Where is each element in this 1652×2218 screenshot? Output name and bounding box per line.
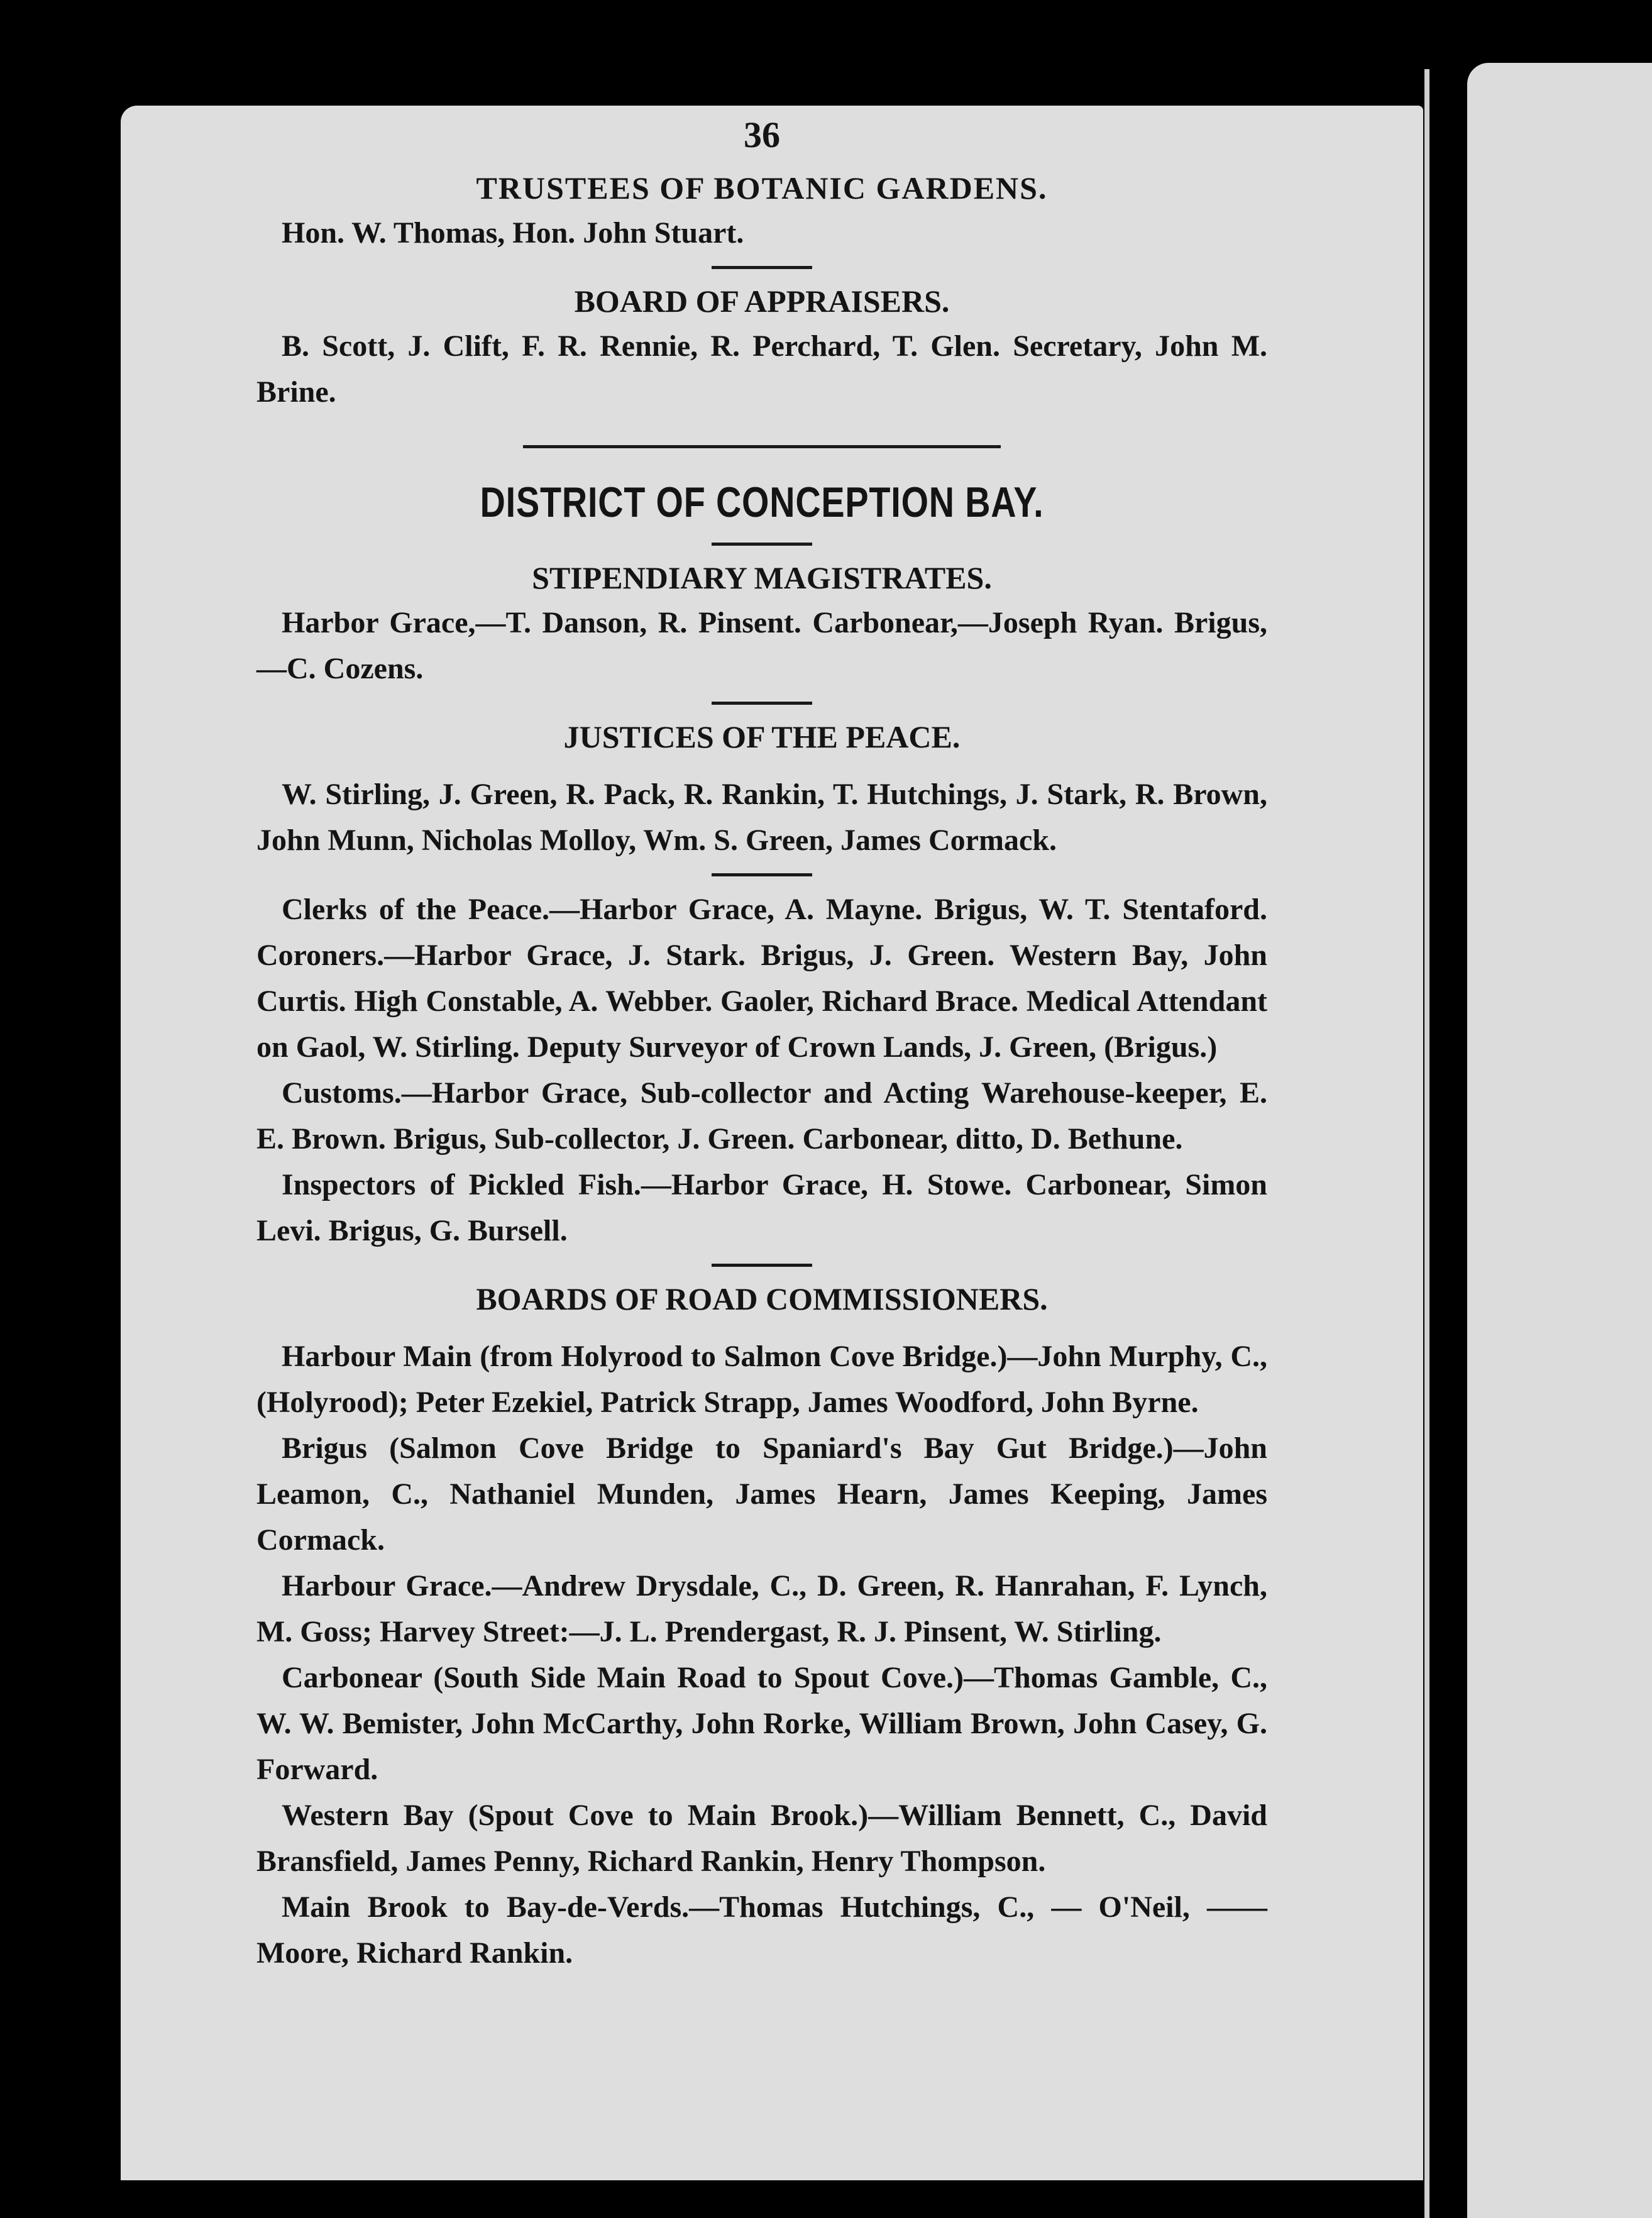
roads-entry: Brigus (Salmon Cove Bridge to Spaniard's Bay Gut Bridge.)—John Leamon, C., Nathaniel Munden, James Hearn, James Keeping, James Cormack. — [256, 1432, 1267, 1557]
facing-page-strip — [1467, 63, 1652, 2218]
roads-entry: Main Brook to Bay-de-Verds.—Thomas Hutchings, C., — O'Neil, —— Moore, Richard Rankin. — [256, 1890, 1267, 1970]
magistrates-heading: STIPENDIARY MAGISTRATES. — [532, 560, 992, 595]
page-number: 36 — [744, 114, 780, 155]
justices-heading: JUSTICES OF THE PEACE. — [563, 719, 961, 754]
appraisers-heading: BOARD OF APPRAISERS. — [574, 284, 950, 319]
botanic-heading: TRUSTEES OF BOTANIC GARDENS. — [476, 170, 1048, 206]
roads-entry: Carbonear (South Side Main Road to Spout Cove.)—Thomas Gamble, C., W. W. Bemister, John McCarthy, John Rorke, William Brown, John Casey, G. Forward. — [256, 1661, 1267, 1786]
appraisers-members: B. Scott, J. Clift, F. R. Rennie, R. Perchard, T. Glen. Secretary, John M. Brine. — [256, 329, 1267, 409]
inspectors-paragraph: Inspectors of Pickled Fish.—Harbor Grace, H. Stowe. Carbonear, Simon Levi. Brigus, G. Bursell. — [256, 1168, 1267, 1247]
roads-entry: Harbour Grace.—Andrew Drysdale, C., D. Green, R. Hanrahan, F. Lynch, M. Goss; Harvey Street:—J. L. Prendergast, R. J. Pinsent, W. Stirling. — [256, 1569, 1267, 1648]
page-edge — [1424, 69, 1429, 2218]
customs-paragraph: Customs.—Harbor Grace, Sub-collector and Acting Warehouse-keeper, E. E. Brown. Brigus, Sub-collector, J. Green. Carbonear, ditto, D. Bethune. — [256, 1076, 1267, 1156]
clerks-paragraph: Clerks of the Peace.—Harbor Grace, A. Mayne. Brigus, W. T. Stentaford. Coroners.—Harbor Grace, J. Stark. Brigus, J. Green. Western Bay, John Curtis. High Constable, A. Webber. Gaoler, Richard Brace. Medical Attendant on Gaol, W. Stirling. Deputy Surveyor of Crown Lands, J. Green, (Brigus.) — [256, 893, 1267, 1064]
roads-heading: BOARDS OF ROAD COMMISSIONERS. — [476, 1281, 1048, 1316]
divider — [712, 266, 812, 269]
roads-entry: Harbour Main (from Holyrood to Salmon Cove Bridge.)—John Murphy, C., (Holyrood); Peter Ezekiel, Patrick Strapp, James Woodford, John Byrne. — [256, 1340, 1267, 1419]
roads-entry: Western Bay (Spout Cove to Main Brook.)—William Bennett, C., David Bransfield, James Penny, Richard Rankin, Henry Thompson. — [256, 1799, 1267, 1878]
divider — [712, 873, 812, 876]
justices-text: W. Stirling, J. Green, R. Pack, R. Rankin, T. Hutchings, J. Stark, R. Brown, John Munn, Nicholas Molloy, Wm. S. Green, James Cormack. — [256, 778, 1267, 857]
district-title: DISTRICT OF CONCEPTION BAY. — [480, 478, 1044, 526]
magistrates-text: Harbor Grace,—T. Danson, R. Pinsent. Carbonear,—Joseph Ryan. Brigus,—C. Cozens. — [256, 606, 1267, 685]
divider — [712, 1264, 812, 1267]
divider — [712, 543, 812, 546]
page-content — [256, 113, 1267, 1976]
section-divider — [523, 445, 1001, 448]
botanic-members: Hon. W. Thomas, Hon. John Stuart. — [282, 216, 744, 250]
divider — [712, 702, 812, 705]
